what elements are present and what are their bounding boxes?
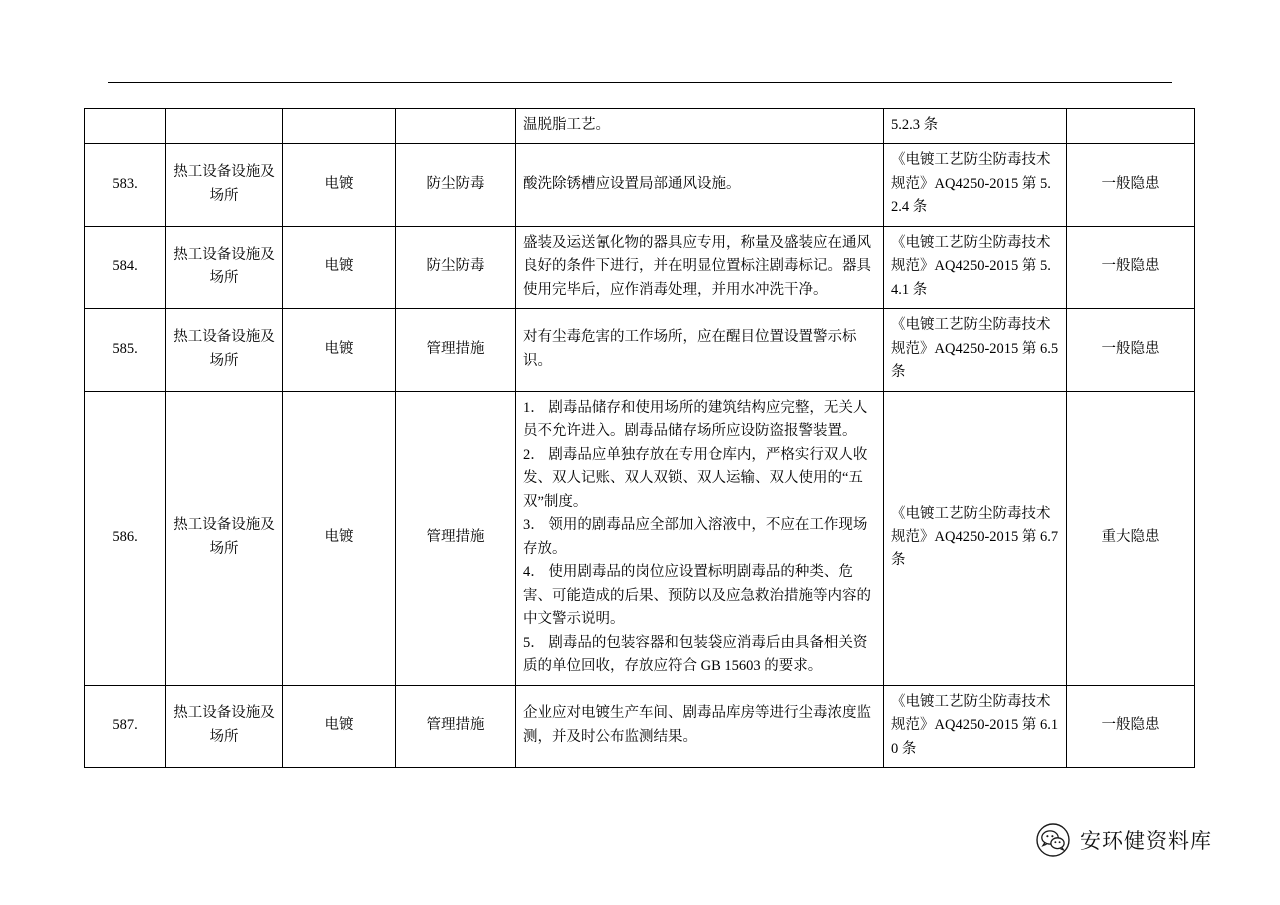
cell-content [516,144,884,226]
wechat-logo-icon [1036,823,1070,857]
cell-hazard-level: 一般隐患 [1067,309,1195,391]
cell-industry: 电镀 [283,226,396,308]
content-paragraph: 盛装及运送氰化物的器具应专用，称量及盛装应在通风良好的条件下进行，并在明显位置标注剧毒标记。器具使用完毕后，应作消毒处理，并用水冲洗干净。 [523,234,871,298]
content-paragraph: 企业应对电镀生产车间、剧毒品库房等进行尘毒浓度监测，并及时公布监测结果。 [523,705,871,745]
content-paragraph: 酸洗除锈槽应设置局部通风设施。 [523,175,741,192]
hazard-table-body [85,109,1195,768]
table-row [85,226,1195,308]
cell-content [516,109,884,144]
content-item: 2． 剧毒品应单独存放在专用仓库内，严格实行双人收发、双人记账、双人双锁、双人运输、双人使用的“五双”制度。 [523,446,868,510]
content-item: 3． 领用的剧毒品应全部加入溶液中，不应在工作现场存放。 [523,517,868,557]
hazard-table-container [84,108,1194,768]
cell-item-number: 586. [85,391,166,685]
cell-content [516,226,884,308]
cell-item-number [85,109,166,144]
table-row [85,144,1195,226]
table-row [85,391,1195,685]
cell-hazard-level: 一般隐患 [1067,685,1195,767]
cell-industry [283,109,396,144]
header-rule [108,82,1172,83]
cell-standard-reference: 5.2.3 条 [884,109,1067,144]
cell-measure-type [396,109,516,144]
cell-category: 热工设备设施及场所 [166,144,283,226]
cell-hazard-level: 一般隐患 [1067,226,1195,308]
cell-category: 热工设备设施及场所 [166,309,283,391]
table-row [85,109,1195,144]
cell-hazard-level [1067,109,1195,144]
cell-standard-reference: 《电镀工艺防尘防毒技术规范》AQ4250-2015 第 6.10 条 [884,685,1067,767]
cell-standard-reference: 《电镀工艺防尘防毒技术规范》AQ4250-2015 第 6.5 条 [884,309,1067,391]
cell-standard-reference: 《电镀工艺防尘防毒技术规范》AQ4250-2015 第 6.7 条 [884,391,1067,685]
cell-content [516,391,884,685]
cell-hazard-level: 重大隐患 [1067,391,1195,685]
cell-category [166,109,283,144]
cell-content [516,309,884,391]
cell-industry: 电镀 [283,144,396,226]
cell-item-number: 585. [85,309,166,391]
watermark [1036,823,1212,857]
watermark-label: 安环健资料库 [1080,830,1212,853]
cell-category: 热工设备设施及场所 [166,685,283,767]
cell-item-number: 583. [85,144,166,226]
cell-measure-type: 防尘防毒 [396,226,516,308]
cell-category: 热工设备设施及场所 [166,391,283,685]
cell-item-number: 584. [85,226,166,308]
cell-standard-reference: 《电镀工艺防尘防毒技术规范》AQ4250-2015 第 5.4.1 条 [884,226,1067,308]
cell-item-number: 587. [85,685,166,767]
content-paragraph: 温脱脂工艺。 [523,117,610,133]
hazard-table [84,108,1195,768]
cell-standard-reference: 《电镀工艺防尘防毒技术规范》AQ4250-2015 第 5.2.4 条 [884,144,1067,226]
cell-industry: 电镀 [283,685,396,767]
cell-category: 热工设备设施及场所 [166,226,283,308]
content-paragraph: 对有尘毒危害的工作场所，应在醒目位置设置警示标识。 [523,329,857,369]
cell-content [516,685,884,767]
content-item: 5． 剧毒品的包装容器和包装袋应消毒后由具备相关资质的单位回收，存放应符合 GB 15603 的要求。 [523,634,868,675]
content-item: 1． 剧毒品储存和使用场所的建筑结构应完整，无关人员不允许进入。剧毒品储存场所应设防盗报警装置。 [523,399,868,440]
table-row [85,685,1195,767]
cell-measure-type: 管理措施 [396,391,516,685]
cell-industry: 电镀 [283,391,396,685]
cell-measure-type: 管理措施 [396,309,516,391]
table-row [85,309,1195,391]
cell-measure-type: 防尘防毒 [396,144,516,226]
cell-hazard-level: 一般隐患 [1067,144,1195,226]
content-item: 4． 使用剧毒品的岗位应设置标明剧毒品的种类、危害、可能造成的后果、预防以及应急救治措施等内容的中文警示说明。 [523,564,871,628]
cell-industry: 电镀 [283,309,396,391]
cell-measure-type: 管理措施 [396,685,516,767]
